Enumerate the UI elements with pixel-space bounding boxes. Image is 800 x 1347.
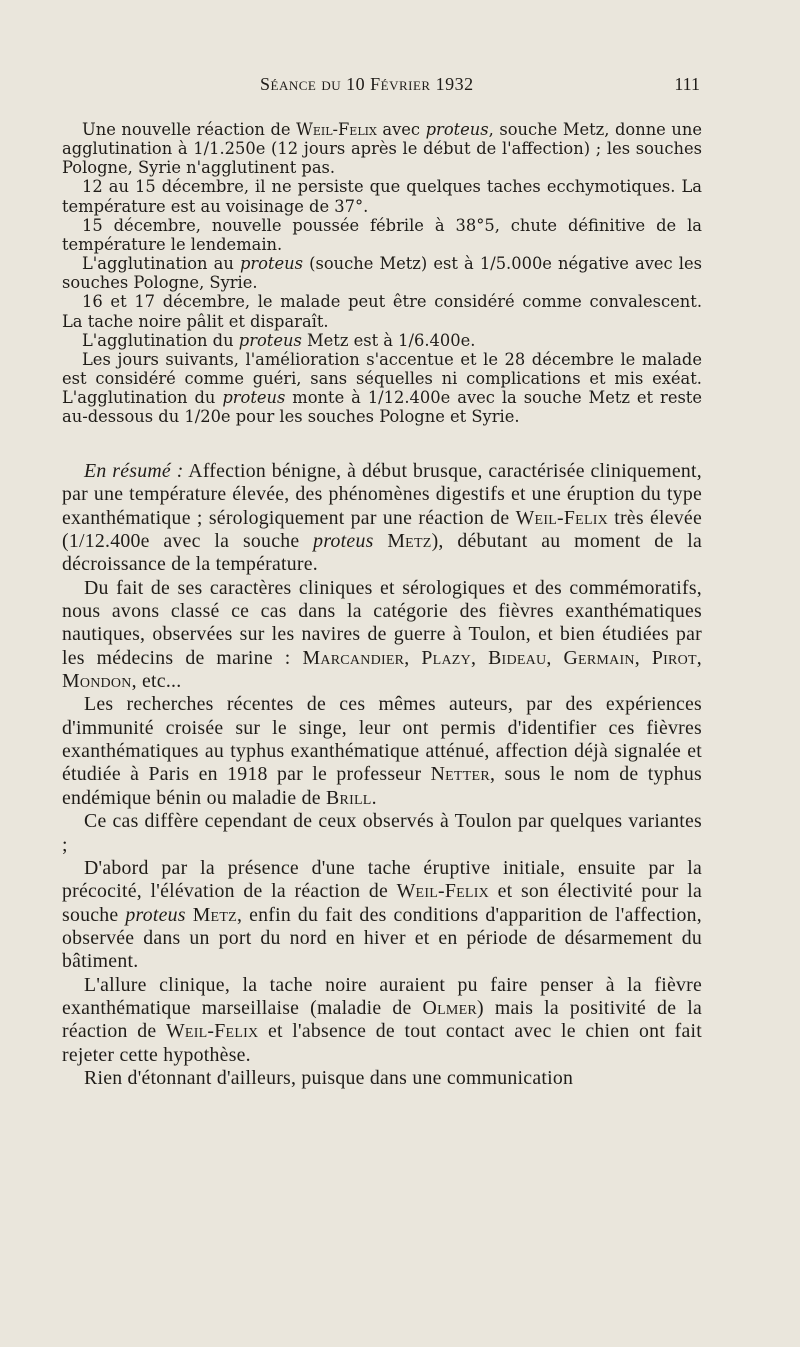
author-name: Brill — [326, 786, 372, 809]
paragraph: Les jours suivants, l'amélioration s'accentue et le 28 décembre le malade est considéré comme guéri, sans séquelles ni complications et mis exéat. L'agglutination du proteus monte à 1/12.400e avec la souche Metz et reste au-dessous du 1/20e pour les souches Pologne et Syrie. — [62, 349, 702, 427]
author-name: Weil-Felix — [396, 880, 489, 903]
paragraph: 16 et 17 décembre, le malade peut être considéré comme convalescent. La tache noire pâlit et disparaît. — [62, 292, 702, 331]
author-name: Weil-Felix — [515, 506, 609, 529]
paragraph: D'abord par la présence d'une tache éruptive initiale, ensuite par la précocité, l'élévation de la réaction de Weil-Felix et son électivité pour la souche proteus Metz, enfin du fait des conditions d'apparition de l'affection, observée dans un port du nord en hiver et en période de désarmement du bâtiment. — [62, 856, 702, 973]
paragraph: Du fait de ses caractères cliniques et sérologiques et des commémoratifs, nous avons classé ce cas dans la catégorie des fièvres exanthématiques nautiques, observées sur les navires de guerre à Toulon, et bien étudiées par les médecins de marine : Marcandier, Plazy, Bideau, Germain, Pirot, Mondon, etc... — [62, 576, 702, 693]
paragraph: En résumé : Affection bénigne, à début brusque, caractérisée cliniquement, par une température élevée, des phénomènes digestifs et une éruption du type exanthématique ; sérologiquement par une réaction de Weil-Felix très élevée (1/12.400e avec la souche proteus Metz), débutant au moment de la décroissance de la température. — [62, 460, 702, 576]
paragraph: 12 au 15 décembre, il ne persiste que quelques taches ecchymotiques. La température est au voisinage de 37°. — [62, 177, 702, 216]
paragraph: Une nouvelle réaction de Weil-Felix avec proteus, souche Metz, donne une agglutination à 1/1.250e (12 jours après le début de l'affection) ; les souches Pologne, Syrie n'agglutinent pas. — [62, 120, 702, 178]
author-name: Weil-Felix — [296, 120, 377, 139]
case-notes — [62, 120, 702, 427]
paragraph: L'agglutination du proteus Metz est à 1/6.400e. — [82, 330, 476, 350]
discussion — [62, 460, 702, 1090]
paragraph: L'agglutination au proteus (souche Metz) est à 1/5.000e négative avec les souches Pologne, Syrie. — [62, 254, 702, 293]
author-names: Marcandier, Plazy, Bideau, Germain, Pirot, Mondon — [62, 646, 702, 693]
running-header — [62, 74, 702, 100]
paragraph: Les recherches récentes de ces mêmes auteurs, par des expériences d'immunité croisée sur le singe, leur ont permis d'identifier ces fièvres exanthématiques au typhus exanthématique atténué, affection déjà signalée et étudiée à Paris en 1918 par le professeur Netter, sous le nom de typhus endémique bénin ou maladie de Brill. — [62, 693, 702, 809]
author-name: Netter — [430, 763, 490, 786]
paragraph: 15 décembre, nouvelle poussée fébrile à 38°5, chute définitive de la température le lendemain. — [62, 215, 702, 254]
header-title: Séance du 10 Février 1932 — [260, 74, 474, 94]
paragraph: L'allure clinique, la tache noire auraient pu faire penser à la fièvre exanthématique marseillaise (maladie de Olmer) mais la positivité de la réaction de Weil-Felix et l'absence de tout contact avec le chien ont fait rejeter cette hypothèse. — [62, 973, 702, 1066]
author-name: Olmer — [422, 996, 477, 1019]
paragraph: Ce cas diffère cependant de ceux observés à Toulon par quelques variantes ; — [62, 810, 702, 856]
summary-label: En résumé : — [84, 460, 184, 482]
author-name: Weil-Felix — [166, 1020, 259, 1043]
paragraph: Rien d'étonnant d'ailleurs, puisque dans une communication — [84, 1066, 574, 1089]
page-number: 111 — [674, 74, 700, 94]
